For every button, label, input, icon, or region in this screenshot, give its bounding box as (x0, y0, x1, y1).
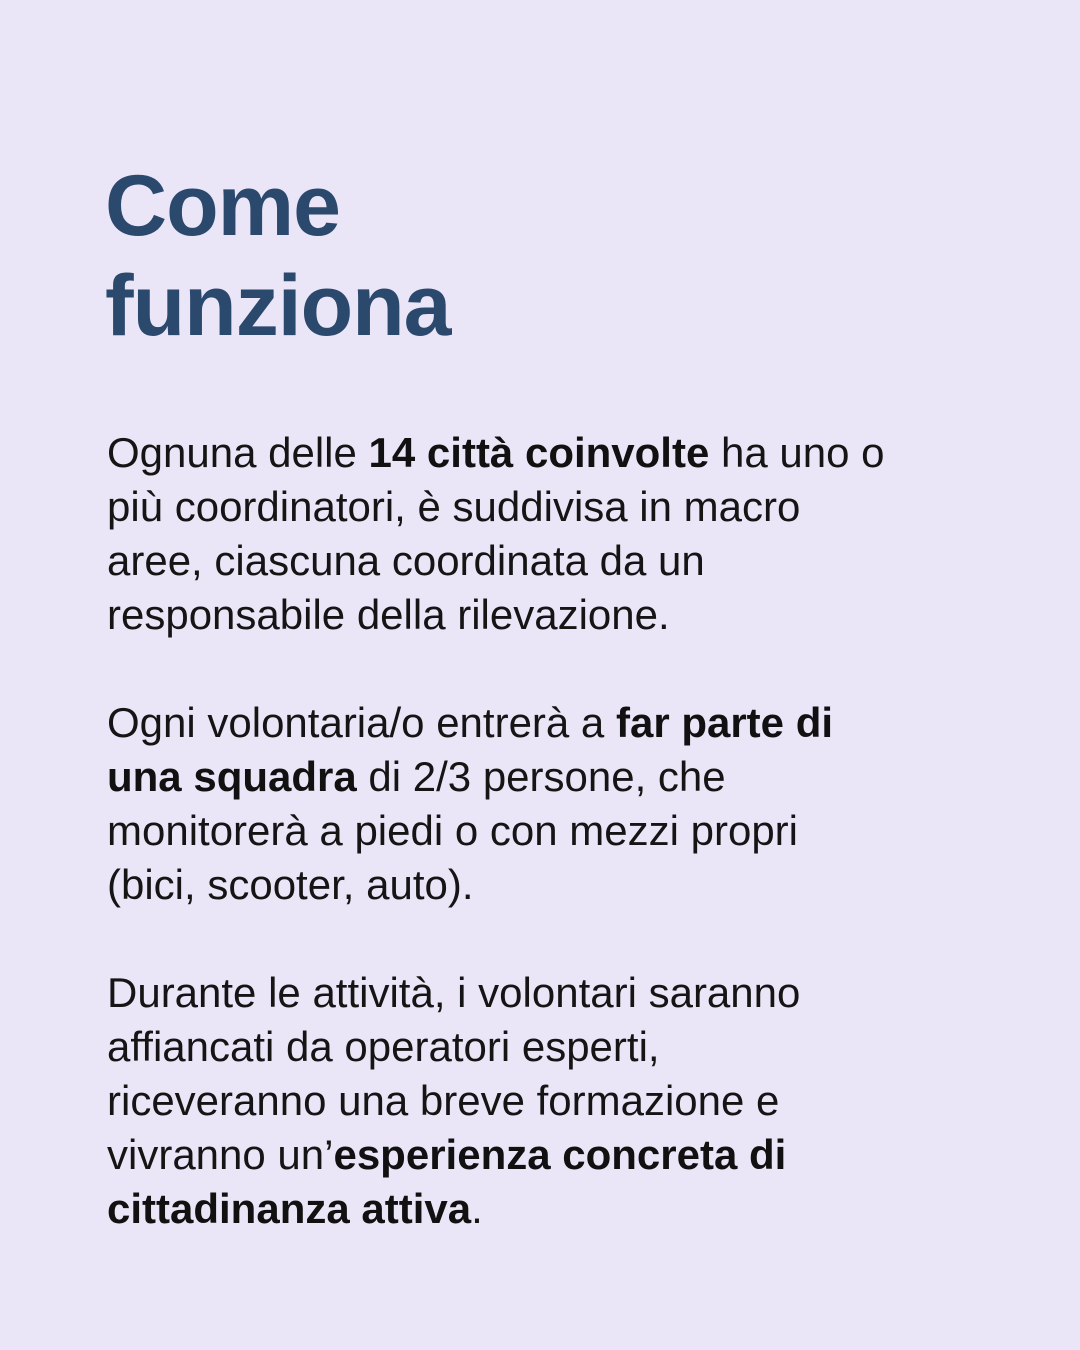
text-line: affiancati da operatori esperti, (107, 1023, 660, 1070)
text-line: riceveranno una breve formazione e (107, 1077, 780, 1124)
text-run: vivranno un’ (107, 1131, 334, 1178)
text-run: . (471, 1185, 483, 1232)
text-line: più coordinatori, è suddivisa in macro (107, 483, 801, 530)
bold-text: far parte di (615, 699, 834, 746)
text-line (107, 1182, 1007, 1236)
text-run: Ognuna delle (107, 429, 369, 476)
text-run: Ogni volontaria/o entrerà a (107, 699, 616, 746)
page-title (105, 156, 965, 356)
text-line: monitorerà a piedi o con mezzi propri (107, 807, 798, 854)
paragraph-2 (107, 696, 1007, 912)
text-line (107, 696, 1007, 750)
text-line: Durante le attività, i volontari saranno (107, 969, 801, 1016)
paragraph-3 (107, 966, 1007, 1236)
text-line (107, 426, 1007, 480)
text-line (107, 750, 1007, 804)
text-run: di 2/3 persone, che (356, 753, 726, 800)
text-run: ha uno o (709, 429, 885, 476)
text-line: (bici, scooter, auto). (107, 861, 474, 908)
title-line-1: Come (105, 158, 340, 254)
bold-text: esperienza concreta di (333, 1131, 787, 1178)
paragraph-1 (107, 426, 1007, 642)
title-line-2: funziona (105, 258, 451, 354)
text-line (107, 1128, 1007, 1182)
text-line: aree, ciascuna coordinata da un (107, 537, 705, 584)
bold-text: 14 città coinvolte (368, 429, 710, 476)
bold-text: una squadra (107, 753, 357, 800)
bold-text: cittadinanza attiva (107, 1185, 472, 1232)
text-line: responsabile della rilevazione. (107, 591, 670, 638)
body-text (107, 426, 1007, 1236)
